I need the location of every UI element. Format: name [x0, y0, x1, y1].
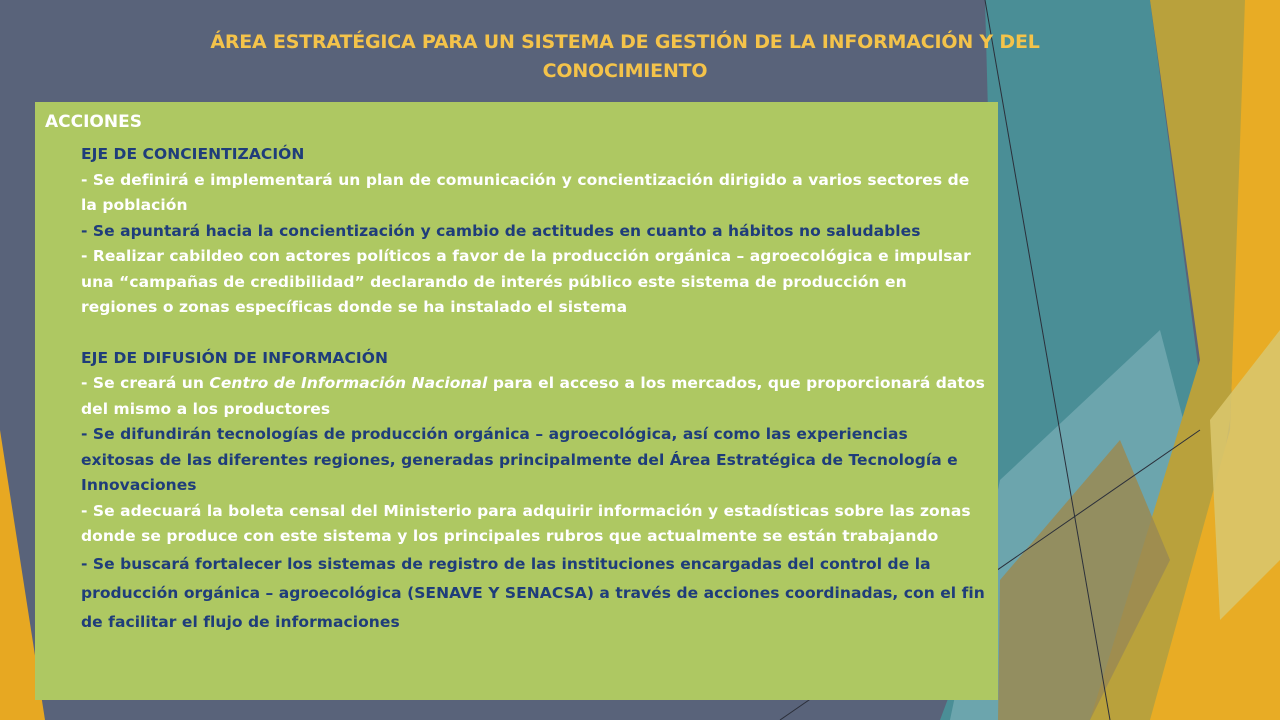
- content-panel: [35, 102, 998, 700]
- panel-heading: ACCIONES: [45, 112, 142, 132]
- list-item-text: - Se creará un: [81, 374, 210, 392]
- list-item-text: para el acceso a los mercados, que proporcionará datos del mismo a los productores: [81, 374, 985, 418]
- list-item: - Se apuntará hacia la concientización y cambio de actitudes en cuanto a hábitos no saludables: [81, 221, 921, 240]
- list-item: - Realizar cabildeo con actores políticos a favor de la producción orgánica – agroecológica e impulsar una “campañas de credibilidad” declarando de interés público este sistema de producción en regiones o zonas específicas donde se ha instalado el sistema: [81, 247, 971, 316]
- center-name: Centro de Información Nacional: [209, 374, 488, 392]
- panel-body: [81, 142, 986, 637]
- list-item: - Se difundirán tecnologías de producción orgánica – agroecológica, así como las experiencias exitosas de las diferentes regiones, generadas principalmente del Área Estratégica de Tecnología e Innovaciones: [81, 425, 958, 494]
- list-item: - Se definirá e implementará un plan de comunicación y concientización dirigido a varios sectores de la población: [81, 170, 970, 214]
- list-item: - Se adecuará la boleta censal del Ministerio para adquirir información y estadísticas sobre las zonas donde se produce con este sistema y los principales rubros que actualmente se están trabajando: [81, 501, 971, 545]
- spacer: [81, 321, 986, 346]
- list-item: - Se buscará fortalecer los sistemas de registro de las instituciones encargadas del control de la producción orgánica – agroecológica (SENAVE Y SENACSA) a través de acciones coordinadas, con el fin de facilitar el flujo de informaciones: [81, 554, 985, 631]
- axis-title-dissemination: EJE DE DIFUSIÓN DE INFORMACIÓN: [81, 348, 388, 367]
- list-item: [81, 371, 986, 422]
- slide-title: ÁREA ESTRATÉGICA PARA UN SISTEMA DE GESTIÓN DE LA INFORMACIÓN Y DEL CONOCIMIENTO: [210, 31, 1040, 82]
- axis-title-awareness: EJE DE CONCIENTIZACIÓN: [81, 145, 305, 163]
